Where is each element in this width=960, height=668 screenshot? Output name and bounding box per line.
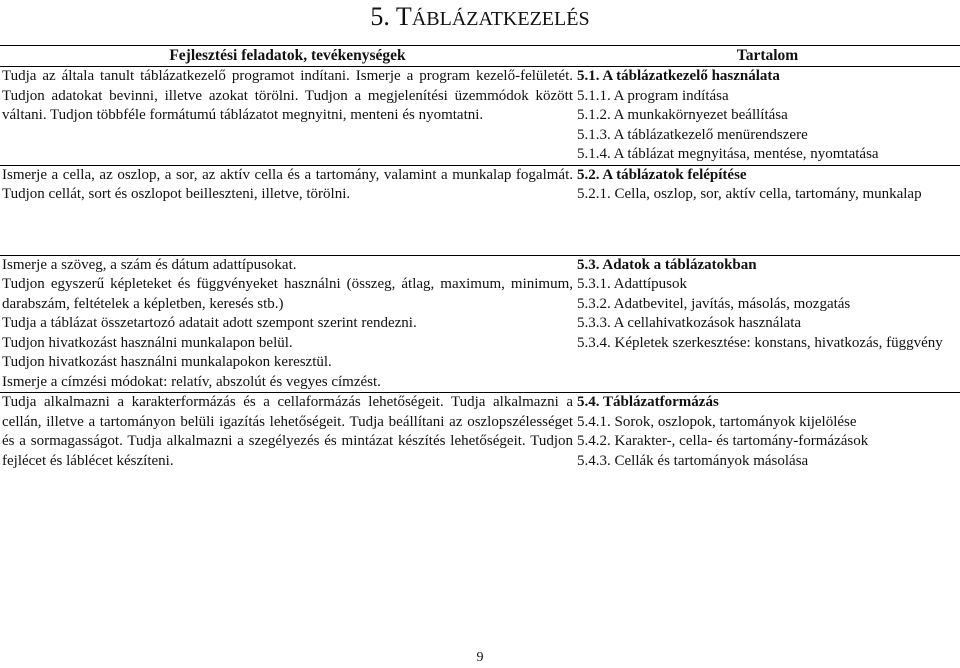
content-cell bbox=[575, 255, 960, 393]
table-row bbox=[0, 165, 960, 205]
subsection-item: 5.2.1. Cella, oszlop, sor, aktív cella, tartomány, munkalap bbox=[577, 186, 922, 202]
spacer-cell bbox=[0, 205, 960, 256]
section-heading: 5.3. Adatok a táblázatokban bbox=[577, 256, 757, 273]
task-text: Tudja az általa tanult táblázatkezelő programot indítani. Ismerje a program kezelő-felületét. Tudjon adatokat bevinni, illetve azokat törölni. Tudjon a megjelenítési üzemmódok között váltani. Tudjon többféle formátumú táblázatot megnyitni, menteni és nyomtatni. bbox=[2, 68, 573, 123]
content-cell bbox=[575, 165, 960, 205]
subsection-item: 5.3.3. A cellahivatkozások használata bbox=[577, 315, 802, 331]
subsection-item: 5.1.1. A program indítása bbox=[577, 87, 729, 104]
page-number: 9 bbox=[476, 650, 484, 665]
task-text: Tudjon hivatkozást használni munkalapokon keresztül. bbox=[2, 354, 332, 370]
subsection-item: 5.4.2. Karakter-, cella- és tartomány-formázások bbox=[577, 433, 869, 449]
subsection-item: 5.1.2. A munkakörnyezet beállítása bbox=[577, 107, 788, 123]
subsection-item: 5.3.4. Képletek szerkesztése: konstans, hivatkozás, függvény bbox=[577, 334, 943, 351]
task-cell bbox=[0, 67, 575, 166]
task-cell bbox=[0, 165, 575, 205]
section-heading: 5.2. A táblázatok felépítése bbox=[577, 166, 747, 183]
task-text: Ismerje a címzési módokat: relatív, abszolút és vegyes címzést. bbox=[2, 373, 381, 390]
task-text: Tudjon egyszerű képleteket és függvényeket használni (összeg, átlag, maximum, minimum, darabszám, feltételek a képletben, keresés stb.) bbox=[2, 276, 573, 312]
table-row bbox=[0, 255, 960, 393]
header-tasks: Fejlesztési feladatok, tevékenységek bbox=[0, 46, 575, 67]
section-heading: 5.1. A táblázatkezelő használata bbox=[577, 68, 780, 84]
task-cell bbox=[0, 393, 575, 472]
subsection-item: 5.1.3. A táblázatkezelő menürendszere bbox=[577, 126, 808, 143]
subsection-item: 5.3.1. Adattípusok bbox=[577, 276, 688, 292]
curriculum-table bbox=[0, 45, 960, 471]
task-text: Tudja alkalmazni a karakterformázás és a cellaformázás lehetőségeit. Tudja alkalmazni a cellán, illetve a tartományon belüli igazítás lehetőségeit. Tudja beállítani az oszlopszélességet és a sormagasságot. Tudja alkalmazni a szegélyezés és mintázat készítés lehetőségeit. Tudjon fejlécet és láblécet készíteni. bbox=[2, 394, 573, 469]
table-row bbox=[0, 67, 960, 166]
section-heading: 5.4. Táblázatformázás bbox=[577, 394, 719, 410]
content-cell bbox=[575, 393, 960, 472]
subsection-item: 5.4.1. Sorok, oszlopok, tartományok kijelölése bbox=[577, 413, 857, 430]
subsection-item: 5.1.4. A táblázat megnyitása, mentése, nyomtatása bbox=[577, 146, 879, 162]
spacer-row bbox=[0, 205, 960, 256]
table-row bbox=[0, 393, 960, 472]
header-content: Tartalom bbox=[575, 46, 960, 67]
content-cell bbox=[575, 67, 960, 166]
page-title: 5. TÁBLÁZATKEZELÉS bbox=[370, 2, 590, 31]
task-text: Ismerje a cella, az oszlop, a sor, az aktív cella és a tartomány, valamint a munkalap fogalmát. Tudjon cellát, sort és oszlopot beilleszteni, illetve, törölni. bbox=[2, 166, 573, 202]
task-text: Ismerje a szöveg, a szám és dátum adattípusokat. bbox=[2, 256, 297, 273]
task-cell bbox=[0, 255, 575, 393]
task-text: Tudja a táblázat összetartozó adatait adott szempont szerint rendezni. bbox=[2, 315, 417, 331]
task-text: Tudjon hivatkozást használni munkalapon belül. bbox=[2, 334, 293, 351]
subsection-item: 5.4.3. Cellák és tartományok másolása bbox=[577, 452, 809, 469]
subsection-item: 5.3.2. Adatbevitel, javítás, másolás, mozgatás bbox=[577, 295, 851, 312]
